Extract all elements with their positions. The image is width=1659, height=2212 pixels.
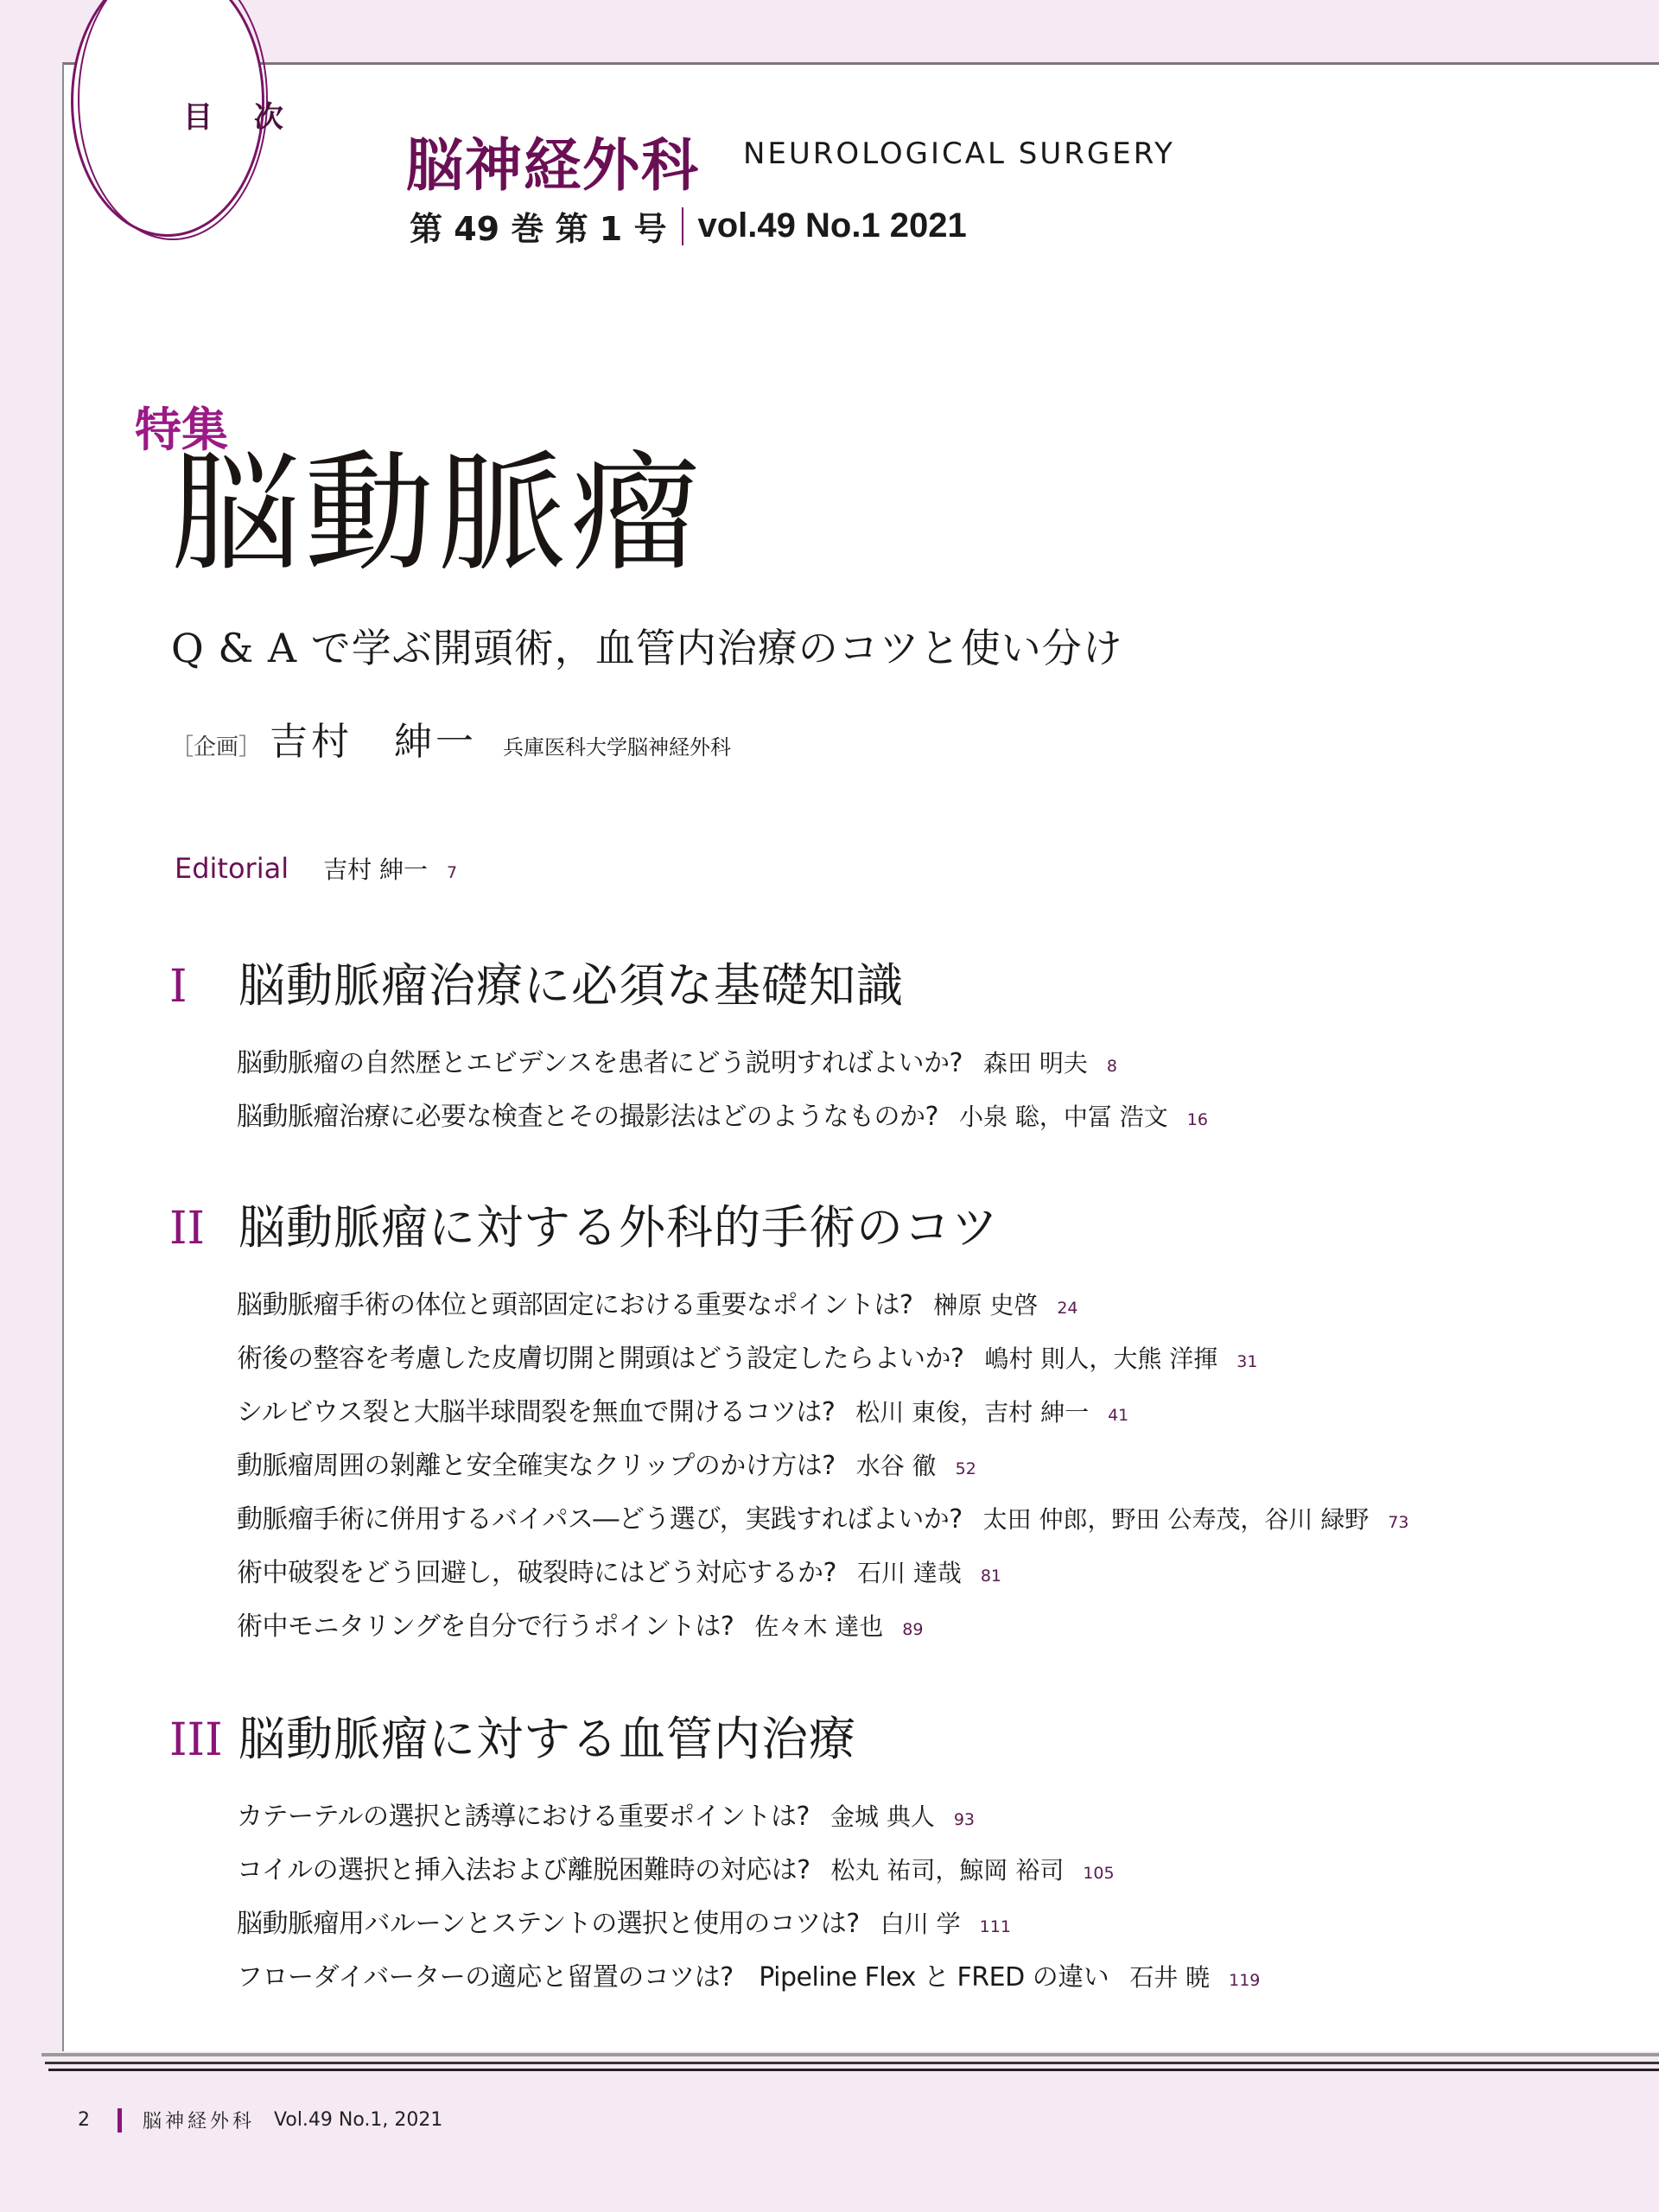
toc-article[interactable]	[237, 1041, 1208, 1095]
issue-line	[410, 202, 967, 250]
article-authors: 森田 明夫	[982, 1049, 1088, 1077]
article-authors: 榊原 史啓	[933, 1291, 1039, 1319]
toc-article[interactable]	[237, 1551, 1409, 1605]
section-numeral: II	[169, 1203, 206, 1255]
issue-japanese: 第 49 巻 第 1 号	[410, 210, 667, 248]
page-edge-rule	[45, 2062, 1659, 2064]
page-footer	[78, 2107, 442, 2133]
issue-english: vol.49 No.1 2021	[697, 207, 967, 245]
editorial-label: Editorial	[175, 852, 289, 885]
article-authors: 太田 仲郎，野田 公寿茂，谷川 緑野	[982, 1505, 1370, 1534]
feature-subtitle: Q & A で学ぶ開頭術，血管内治療のコツと使い分け	[171, 625, 1123, 671]
editorial-entry[interactable]	[175, 851, 457, 886]
toc-article[interactable]	[237, 1444, 1409, 1497]
toc-article[interactable]	[237, 1848, 1260, 1902]
page-edge-rule	[41, 2053, 1659, 2056]
article-authors: 石川 達哉	[856, 1559, 962, 1587]
section-title: 脳動脈瘤に対する外科的手術のコツ	[238, 1200, 999, 1255]
issue-divider	[682, 207, 683, 245]
editorial-author: 吉村 紳一	[323, 855, 428, 884]
page-number: 81	[980, 1567, 1002, 1586]
page-number: 8	[1106, 1057, 1117, 1076]
toc-section-2	[169, 1191, 1409, 1658]
section-title: 脳動脈瘤治療に必須な基礎知識	[238, 958, 904, 1013]
article-title: 術中モニタリングを自分で行うポイントは?	[237, 1611, 734, 1642]
toc-article[interactable]	[237, 1095, 1208, 1148]
feature-tag: 特集	[135, 403, 228, 457]
footer-journal: 脳神経外科	[143, 2111, 256, 2133]
page-number: 111	[979, 1917, 1011, 1936]
toc-section-1	[169, 949, 1208, 1148]
article-title: 動脈瘤周囲の剝離と安全確実なクリップのかけ方は?	[237, 1451, 836, 1481]
article-authors: 金城 典人	[830, 1802, 935, 1831]
planner-name: 吉村 紳一	[270, 720, 478, 764]
page-number: 89	[902, 1620, 924, 1639]
page-edge-rule	[48, 2069, 1659, 2071]
page-number: 41	[1108, 1406, 1129, 1425]
journal-title-english: NEUROLOGICAL SURGERY	[743, 137, 1175, 171]
page-number: 7	[447, 863, 458, 882]
toc-label: 目 次	[183, 100, 299, 135]
article-authors: 小泉 聡，中冨 浩文	[958, 1103, 1168, 1131]
article-title: 脳動脈瘤用バルーンとステントの選択と使用のコツは?	[237, 1909, 860, 1939]
page-number: 52	[955, 1459, 976, 1478]
article-authors: 松丸 祐司，鯨岡 裕司	[830, 1856, 1065, 1885]
section-heading	[169, 1191, 1409, 1257]
toc-article[interactable]	[237, 1902, 1260, 1955]
planner-affiliation: 兵庫医科大学脳神経外科	[503, 735, 732, 760]
footer-page-number: 2	[78, 2109, 90, 2131]
article-title: コイルの選択と挿入法および離脱困難時の対応は?	[237, 1855, 810, 1885]
article-title: 動脈瘤手術に併用するバイパス―どう選び，実践すればよいか?	[237, 1504, 963, 1535]
article-authors: 佐々木 達也	[754, 1612, 884, 1641]
article-title: カテーテルの選択と誘導における重要ポイントは?	[237, 1802, 810, 1832]
article-title: 脳動脈瘤の自然歴とエビデンスを患者にどう説明すればよいか?	[237, 1048, 963, 1078]
article-authors: 水谷 徹	[855, 1452, 937, 1480]
feature-planner	[171, 710, 731, 766]
page-number: 16	[1186, 1110, 1208, 1129]
toc-article[interactable]	[237, 1795, 1260, 1848]
footer-issue: Vol.49 No.1, 2021	[274, 2109, 443, 2131]
page-number: 93	[953, 1810, 976, 1829]
footer-accent-bar	[118, 2108, 122, 2133]
article-title: フローダイバーターの適応と留置のコツは? Pipeline Flex と FRED の違い	[237, 1962, 1109, 1993]
article-authors: 嶋村 則人，大熊 洋揮	[984, 1344, 1218, 1373]
toc-article[interactable]	[237, 1283, 1409, 1337]
section-numeral: I	[169, 961, 188, 1013]
feature-title: 脳動脈瘤	[171, 439, 704, 589]
article-authors: 松川 東俊，吉村 紳一	[855, 1398, 1090, 1427]
toc-section-3	[169, 1702, 1260, 2009]
section-numeral: III	[169, 1714, 223, 1766]
section-heading	[169, 1702, 1260, 1769]
toc-article[interactable]	[237, 1497, 1409, 1551]
page-number: 73	[1388, 1513, 1409, 1532]
page-number: 24	[1057, 1299, 1078, 1318]
toc-article[interactable]	[237, 1337, 1409, 1390]
page-number: 105	[1083, 1864, 1115, 1883]
article-authors: 白川 学	[880, 1910, 961, 1938]
journal-title: 脳神経外科	[406, 132, 700, 199]
page-number: 119	[1229, 1971, 1261, 1990]
article-title: 術中破裂をどう回避し，破裂時にはどう対応するか?	[237, 1558, 836, 1588]
section-heading	[169, 949, 1208, 1015]
article-title: 脳動脈瘤治療に必要な検査とその撮影法はどのようなものか?	[237, 1102, 938, 1132]
article-authors: 石井 暁	[1129, 1963, 1211, 1992]
page-number: 31	[1236, 1352, 1258, 1371]
planner-label: ［企画］	[171, 734, 262, 760]
article-title: 脳動脈瘤手術の体位と頭部固定における重要なポイントは?	[237, 1290, 913, 1320]
article-title: 術後の整容を考慮した皮膚切開と開頭はどう設定したらよいか?	[237, 1344, 964, 1374]
toc-article[interactable]	[237, 1390, 1409, 1444]
section-title: 脳動脈瘤に対する血管内治療	[238, 1712, 856, 1766]
toc-article[interactable]	[237, 1605, 1409, 1658]
article-title: シルビウス裂と大脳半球間裂を無血で開けるコツは?	[237, 1397, 836, 1427]
toc-article[interactable]	[237, 1955, 1260, 2009]
